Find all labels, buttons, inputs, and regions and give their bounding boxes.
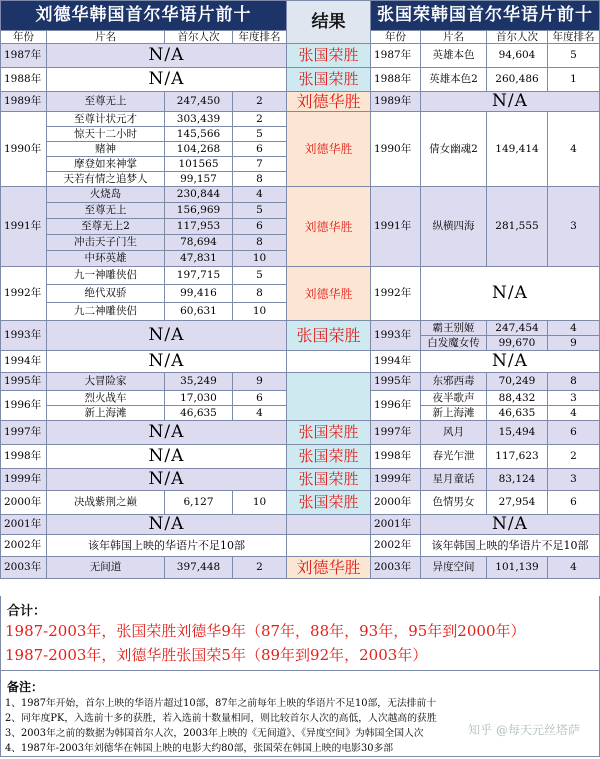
year-cell: 1997年 [1,421,47,445]
result-cell: 张国荣胜 [287,68,371,92]
table-row [1,92,600,112]
na-cell: N/A [47,445,287,469]
count-cell: 230,844 [165,187,233,203]
col-film: 片名 [47,31,165,44]
note-cell: 该年韩国上映的华语片不足10部 [421,535,600,557]
year-cell: 1998年 [1,445,47,469]
na-cell: N/A [47,321,287,351]
rank-cell: 4 [548,112,600,187]
year-cell: 1989年 [1,92,47,112]
note-item: 3、2003年之前的数据为韩国首尔人次，2003年上映的《无间道》、《异度空间》为韩国全国人次 [5,728,424,739]
year-cell: 2003年 [1,557,47,579]
table-row [1,557,600,579]
col-year: 年份 [1,31,47,44]
table-row [1,373,600,391]
result-cell: 刘德华胜 [287,267,371,321]
count-cell: 117,623 [487,445,548,469]
result-cell: 刘德华胜 [287,92,371,112]
year-cell: 1999年 [1,469,47,491]
count-cell: 88,432 [487,391,548,406]
rank-cell: 5 [548,44,600,68]
na-cell: N/A [47,44,287,68]
result-cell: 刘德华胜 [287,557,371,579]
col-count: 首尔人次 [487,31,548,44]
film-cell: 天若有情之追梦人 [47,172,165,187]
rank-cell: 8 [548,373,600,391]
count-cell: 117,953 [165,219,233,235]
year-cell: 2002年 [1,535,47,557]
table-row [1,267,600,285]
count-cell: 83,124 [487,469,548,491]
count-cell: 260,486 [487,68,548,92]
year-cell: 1987年 [371,44,421,68]
film-cell: 绝代双骄 [47,285,165,303]
year-cell: 1988年 [1,68,47,92]
rank-cell: 10 [233,491,287,515]
year-cell: 1995年 [1,373,47,391]
count-cell: 17,030 [165,391,233,406]
rank-cell: 6 [233,142,287,157]
film-cell: 异度空间 [421,557,487,579]
count-cell: 104,268 [165,142,233,157]
year-cell: 2001年 [371,515,421,535]
year-cell: 1998年 [371,445,421,469]
count-cell: 78,694 [165,235,233,251]
rank-cell: 4 [548,321,600,336]
na-cell: N/A [47,421,287,445]
film-cell: 英雄本色 [421,44,487,68]
col-rank: 年度排名 [548,31,600,44]
film-cell: 新上海滩 [421,406,487,421]
table-row [1,445,600,469]
film-cell: 英雄本色2 [421,68,487,92]
rank-cell: 4 [548,406,600,421]
notes-title: 备注： [7,680,44,694]
rank-cell: 9 [233,373,287,391]
year-cell: 1993年 [371,321,421,351]
year-cell: 1987年 [1,44,47,68]
year-cell: 1991年 [371,187,421,267]
table-row [1,187,600,203]
film-cell: 色情男女 [421,491,487,515]
film-cell: 无间道 [47,557,165,579]
film-cell: 倩女幽魂2 [421,112,487,187]
rank-cell: 6 [233,391,287,406]
na-cell: N/A [421,267,600,321]
table-row [1,351,600,373]
rank-cell: 6 [233,219,287,235]
right-header: 张国荣韩国首尔华语片前十 [371,1,600,31]
result-cell: 张国荣胜 [287,445,371,469]
rank-cell: 3 [548,391,600,406]
rank-cell: 7 [233,157,287,172]
year-cell: 1990年 [371,112,421,187]
film-cell: 火烧岛 [47,187,165,203]
result-cell-empty [287,351,371,373]
film-cell: 至尊无上 [47,92,165,112]
rank-cell: 6 [548,491,600,515]
rank-cell: 5 [233,203,287,219]
summary-line-1: 1987-2003年，张国荣胜刘德华9年（87年，88年，93年，95年到2000年） [5,622,526,640]
year-cell: 1997年 [371,421,421,445]
result-cell: 张国荣胜 [287,321,371,351]
count-cell: 60,631 [165,303,233,321]
film-cell: 九一神雕侠侣 [47,267,165,285]
film-cell: 新上海滩 [47,406,165,421]
count-cell: 303,439 [165,112,233,127]
table-row [1,44,600,68]
note-item: 4、1987年-2003年刘德华在韩国上映的电影大约80部，张国荣在韩国上映的电影30多部 [5,743,394,754]
result-cell-empty [287,535,371,557]
result-cell-empty [287,373,371,421]
year-cell: 1988年 [371,68,421,92]
count-cell: 247,450 [165,92,233,112]
table-row [1,421,600,445]
film-cell: 东邪西毒 [421,373,487,391]
year-cell: 1996年 [371,391,421,421]
year-cell: 1989年 [371,92,421,112]
watermark: 知乎 @每天元丝塔萨 [468,723,580,737]
summary-title: 合计： [7,604,47,619]
count-cell: 99,670 [487,336,548,351]
col-year: 年份 [371,31,421,44]
note-cell: 该年韩国上映的华语片不足10部 [47,535,287,557]
rank-cell: 1 [548,68,600,92]
count-cell: 15,494 [487,421,548,445]
summary-line-2: 1987-2003年，刘德华胜张国荣5年（89年到92年，2003年） [5,646,428,664]
rank-cell: 6 [548,421,600,445]
film-cell: 摩登如来神掌 [47,157,165,172]
film-cell: 大冒险家 [47,373,165,391]
film-cell: 纵横四海 [421,187,487,267]
year-cell: 1991年 [1,187,47,267]
result-header: 结果 [287,1,371,44]
table-row [1,491,600,515]
film-cell: 赌神 [47,142,165,157]
count-cell: 247,454 [487,321,548,336]
rank-cell: 10 [233,303,287,321]
na-cell: N/A [47,469,287,491]
rank-cell: 9 [548,336,600,351]
col-rank: 年度排名 [233,31,287,44]
count-cell: 281,555 [487,187,548,267]
year-cell: 2001年 [1,515,47,535]
film-cell: 至尊计状元才 [47,112,165,127]
result-cell: 张国荣胜 [287,44,371,68]
result-cell: 张国荣胜 [287,469,371,491]
count-cell: 99,416 [165,285,233,303]
count-cell: 145,566 [165,127,233,142]
col-film: 片名 [421,31,487,44]
rank-cell: 2 [548,445,600,469]
divider [1,670,599,671]
rank-cell: 10 [233,251,287,267]
na-cell: N/A [47,351,287,373]
film-cell: 决战紫荆之巅 [47,491,165,515]
count-cell: 156,969 [165,203,233,219]
count-cell: 397,448 [165,557,233,579]
count-cell: 35,249 [165,373,233,391]
rank-cell: 3 [548,469,600,491]
table-row [1,112,600,127]
col-count: 首尔人次 [165,31,233,44]
film-cell: 星月童话 [421,469,487,491]
table-row [1,535,600,557]
na-cell: N/A [47,68,287,92]
rank-cell: 3 [548,187,600,267]
year-cell: 1993年 [1,321,47,351]
rank-cell: 5 [233,267,287,285]
table-row [1,469,600,491]
result-cell: 刘德华胜 [287,112,371,187]
na-cell: N/A [421,351,600,373]
table-row [1,68,600,92]
rank-cell: 2 [233,557,287,579]
count-cell: 27,954 [487,491,548,515]
year-cell: 2000年 [1,491,47,515]
rank-cell: 2 [233,112,287,127]
year-cell: 1995年 [371,373,421,391]
count-cell: 46,635 [487,406,548,421]
film-cell: 春光乍泄 [421,445,487,469]
left-header: 刘德华韩国首尔华语片前十 [1,1,287,31]
na-cell: N/A [421,92,600,112]
rank-cell: 4 [233,187,287,203]
rank-cell: 8 [233,285,287,303]
year-cell: 1996年 [1,391,47,421]
year-cell: 1994年 [371,351,421,373]
year-cell: 1992年 [1,267,47,321]
film-cell: 中环英雄 [47,251,165,267]
result-cell: 张国荣胜 [287,491,371,515]
count-cell: 149,414 [487,112,548,187]
film-cell: 霸王别姬 [421,321,487,336]
year-cell: 1994年 [1,351,47,373]
na-cell: N/A [421,515,600,535]
year-cell: 1990年 [1,112,47,187]
count-cell: 197,715 [165,267,233,285]
film-cell: 烈火战车 [47,391,165,406]
count-cell: 70,249 [487,373,548,391]
year-cell: 2002年 [371,535,421,557]
film-cell: 白发魔女传 [421,336,487,351]
table-row [1,515,600,535]
year-cell: 1999年 [371,469,421,491]
count-cell: 94,604 [487,44,548,68]
film-cell: 夜半歌声 [421,391,487,406]
na-cell: N/A [47,515,287,535]
rank-cell: 4 [233,406,287,421]
film-cell: 九二神雕侠侣 [47,303,165,321]
note-item: 2、同年度PK，入选前十多的获胜，若入选前十数量相同，则比较首尔人次的高低，人次越高的获胜 [5,713,437,724]
result-cell: 刘德华胜 [287,187,371,267]
rank-cell: 8 [233,172,287,187]
year-cell: 2000年 [371,491,421,515]
count-cell: 6,127 [165,491,233,515]
count-cell: 47,831 [165,251,233,267]
film-cell: 至尊无上 [47,203,165,219]
rank-cell: 2 [233,92,287,112]
year-cell: 2003年 [371,557,421,579]
rank-cell: 5 [233,127,287,142]
year-cell: 1992年 [371,267,421,321]
note-item: 1、1987年开始，首尔上映的华语片超过10部，87年之前每年上映的华语片不足10部，无法排前十 [5,698,437,709]
film-cell: 至尊无上2 [47,219,165,235]
count-cell: 46,635 [165,406,233,421]
film-cell: 冲击天子门生 [47,235,165,251]
count-cell: 101565 [165,157,233,172]
table-row [1,321,600,336]
count-cell: 99,157 [165,172,233,187]
rank-cell: 8 [233,235,287,251]
count-cell: 101,139 [487,557,548,579]
film-cell: 惊天十二小时 [47,127,165,142]
result-cell: 张国荣胜 [287,421,371,445]
rank-cell: 4 [548,557,600,579]
result-cell-empty [287,515,371,535]
film-cell: 风月 [421,421,487,445]
